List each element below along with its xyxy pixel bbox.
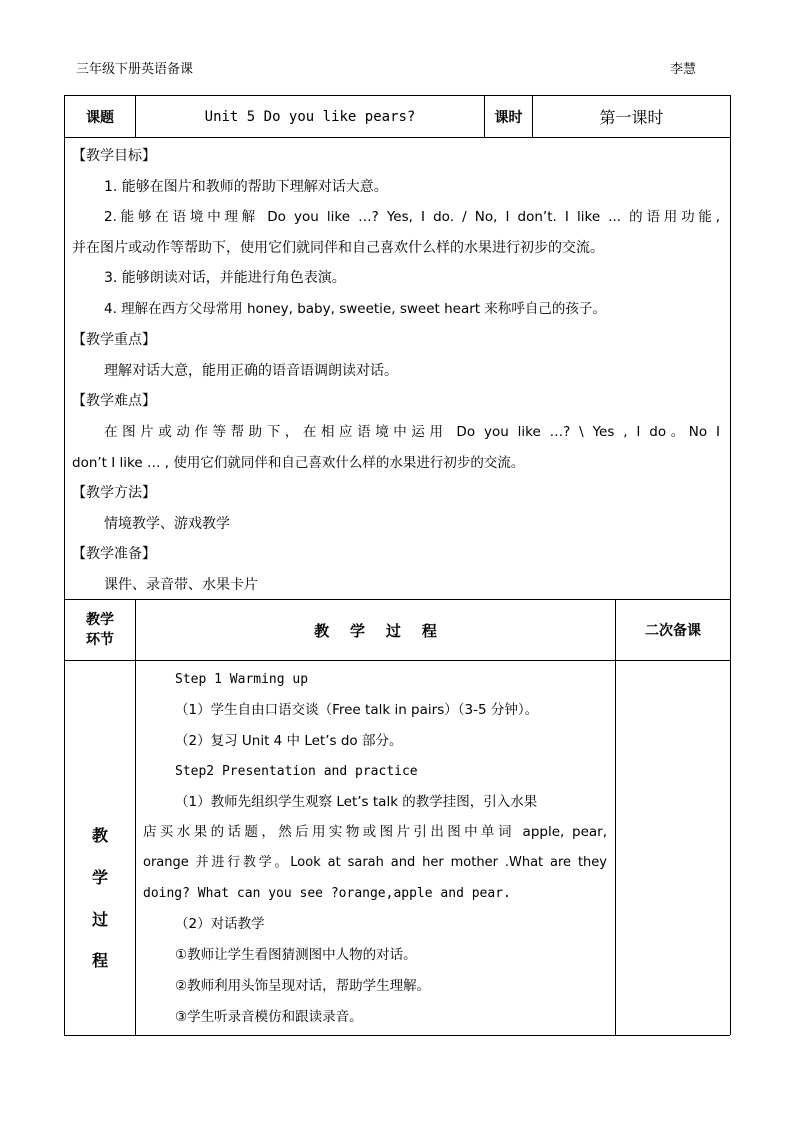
process-line: （2）复习 Unit 4 中 Let’s do 部分。 [175,733,403,749]
preparation-title: 【教学准备】 [72,546,156,562]
period-label: 课时 [494,109,523,126]
process-col1-header [65,600,135,660]
process-side-char: 过 [92,910,109,929]
process-line: orange 并进行教学。Look at sarah and her mother .What are they [143,855,607,870]
method-title: 【教学方法】 [72,485,156,501]
key-points-text: 理解对话大意，能用正确的语音语调朗读对话。 [104,363,398,379]
goals-title: 【教学目标】 [72,148,156,164]
process-line: ②教师利用头饰呈现对话，帮助学生理解。 [175,978,431,994]
process-col3-header: 二次备课 [645,623,701,639]
process-side-char: 学 [92,868,109,887]
topic-label: 课题 [86,109,114,126]
period-value: 第一课时 [599,108,664,127]
process-line: doing? What can you see ?orange,apple and pear. [143,886,511,901]
topic-title: Unit 5 Do you like pears? [204,108,416,125]
process-line: （2）对话教学 [175,916,265,932]
difficulty-title: 【教学难点】 [72,393,156,409]
difficulty-line-2: don’t I like … , 使用它们就同伴和自己喜欢什么样的水果进行初步的交流。 [72,455,525,471]
process-line: ③学生听录音模仿和跟读录音。 [175,1009,363,1025]
process-side-char: 教 [92,826,109,845]
preparation-text: 课件、录音带、水果卡片 [104,577,258,593]
process-line: Step2 Presentation and practice [175,764,418,779]
method-text: 情境教学、游戏教学 [104,516,230,532]
process-line: （1）学生自由口语交谈（Free talk in pairs）（3-5 分钟）。 [175,702,539,718]
process-line: ①教师让学生看图猜测图中人物的对话。 [175,947,417,963]
goal-2-line-1: 2.能够在语境中理解 Do you like …? Yes, I do. / No, I don’t. I like ... 的语用功能, [104,209,720,225]
process-col2-header: 教 学 过 程 [314,621,437,640]
goal-1: 1. 能够在图片和教师的帮助下理解对话大意。 [104,179,388,195]
document-header-left: 三年级下册英语备课 [76,62,194,77]
process-col1-header-line2: 环节 [86,632,114,648]
document-header-right: 李慧 [670,62,697,77]
process-line: 店买水果的话题，然后用实物或图片引出图中单词 apple, pear, [143,824,607,840]
difficulty-line-1: 在图片或动作等帮助下，在相应语境中运用 Do you like …? \ Yes , I do。No I [104,424,720,440]
process-side-char: 程 [92,951,109,970]
goal-3: 3. 能够朗读对话，并能进行角色表演。 [104,270,346,286]
key-points-title: 【教学重点】 [72,332,156,348]
process-line: （1）教师先组织学生观察 Let’s talk 的教学挂图，引入水果 [175,794,538,810]
goal-2-line-2: 并在图片或动作等帮助下，使用它们就同伴和自己喜欢什么样的水果进行初步的交流。 [72,240,604,256]
process-line: Step 1 Warming up [175,672,309,687]
process-col1-header-line1: 教学 [86,612,114,628]
goal-4: 4. 理解在西方父母常用 honey, baby, sweetie, sweet heart 来称呼自己的孩子。 [104,301,606,317]
